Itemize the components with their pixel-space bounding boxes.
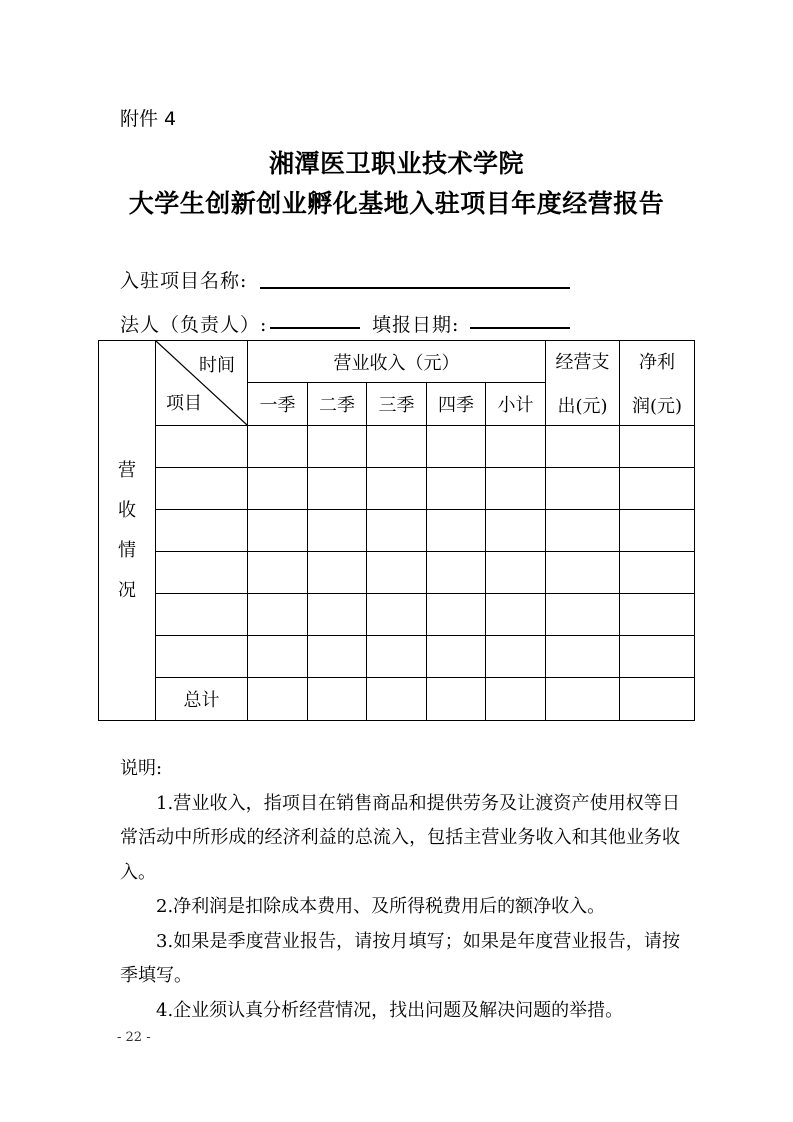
table-cell[interactable] — [427, 510, 486, 552]
table-cell[interactable] — [486, 552, 546, 594]
item-cell[interactable] — [156, 636, 248, 678]
table-cell[interactable] — [620, 510, 695, 552]
side-char: 况 — [118, 579, 136, 601]
side-char: 营 — [118, 459, 136, 481]
header-time: 时间 — [199, 355, 235, 376]
side-char: 收 — [118, 499, 136, 521]
quarter-2-header: 二季 — [308, 383, 367, 426]
table-row — [99, 510, 695, 552]
quarter-3-header: 三季 — [367, 383, 427, 426]
table-cell[interactable] — [427, 636, 486, 678]
legal-person-field[interactable] — [270, 327, 360, 329]
table-cell[interactable] — [486, 594, 546, 636]
total-row — [99, 678, 695, 721]
table-cell[interactable] — [620, 636, 695, 678]
table-cell[interactable] — [486, 678, 546, 721]
table-cell[interactable] — [427, 468, 486, 510]
note-item-4: 4.企业须认真分析经营情况，找出问题及解决问题的举措。 — [156, 999, 624, 1021]
table-header-row-1 — [99, 341, 695, 383]
fill-date-label: 填报日期: — [372, 314, 460, 336]
table-cell[interactable] — [248, 594, 308, 636]
note-item-3: 3.如果是季度营业报告，请按月填写；如果是年度营业报告，请按季填写。 — [120, 930, 680, 986]
table-cell[interactable] — [620, 678, 695, 721]
notes-section — [120, 752, 680, 1028]
table-cell[interactable] — [546, 510, 620, 552]
profit-header — [620, 341, 695, 426]
table-cell[interactable] — [486, 636, 546, 678]
table-cell[interactable] — [486, 468, 546, 510]
table-row — [99, 594, 695, 636]
table-cell[interactable] — [546, 426, 620, 468]
table-cell[interactable] — [546, 678, 620, 721]
table-cell[interactable] — [620, 594, 695, 636]
table-cell[interactable] — [367, 636, 427, 678]
table-cell[interactable] — [248, 510, 308, 552]
item-cell[interactable] — [156, 510, 248, 552]
table-cell[interactable] — [427, 552, 486, 594]
table-row — [99, 468, 695, 510]
table-cell[interactable] — [427, 594, 486, 636]
total-label: 总计 — [156, 678, 248, 721]
profit-header-line1: 净利 — [639, 352, 676, 373]
page-number: - 22 - — [117, 1030, 151, 1045]
table-row — [99, 636, 695, 678]
table-row — [99, 552, 695, 594]
table-cell[interactable] — [367, 678, 427, 721]
table-cell[interactable] — [367, 468, 427, 510]
notes-title: 说明: — [120, 758, 163, 779]
item-cell[interactable] — [156, 552, 248, 594]
item-cell[interactable] — [156, 426, 248, 468]
side-char: 情 — [118, 539, 136, 561]
table-cell[interactable] — [308, 552, 367, 594]
project-name-label: 入驻项目名称: — [120, 270, 248, 292]
table-cell[interactable] — [367, 594, 427, 636]
table-cell[interactable] — [248, 552, 308, 594]
table-cell[interactable] — [427, 678, 486, 721]
table-cell[interactable] — [248, 636, 308, 678]
note-item-2: 2.净利润是扣除成本费用、及所得税费用后的额净收入。 — [156, 896, 606, 917]
legal-person-label: 法人（负责人）: — [120, 314, 268, 336]
table-cell[interactable] — [367, 426, 427, 468]
table-cell[interactable] — [367, 552, 427, 594]
table-cell[interactable] — [367, 510, 427, 552]
revenue-report-table — [98, 340, 695, 721]
table-cell[interactable] — [427, 426, 486, 468]
table-cell[interactable] — [486, 510, 546, 552]
profit-header-line2: 润(元) — [632, 396, 683, 417]
quarter-4-header: 四季 — [427, 383, 486, 426]
table-row — [99, 426, 695, 468]
table-cell[interactable] — [308, 678, 367, 721]
project-name-field[interactable] — [260, 287, 570, 289]
table-cell[interactable] — [308, 594, 367, 636]
expense-header-line2: 出(元) — [557, 396, 608, 417]
table-cell[interactable] — [546, 552, 620, 594]
expense-header — [546, 341, 620, 426]
table-cell[interactable] — [546, 594, 620, 636]
table-cell[interactable] — [620, 552, 695, 594]
table-cell[interactable] — [308, 510, 367, 552]
table-cell[interactable] — [308, 468, 367, 510]
table-cell[interactable] — [546, 468, 620, 510]
table-cell[interactable] — [308, 636, 367, 678]
revenue-header: 营业收入（元） — [248, 341, 546, 383]
item-cell[interactable] — [156, 594, 248, 636]
table-cell[interactable] — [486, 426, 546, 468]
table-cell[interactable] — [546, 636, 620, 678]
table-cell[interactable] — [308, 426, 367, 468]
expense-header-line1: 经营支 — [555, 352, 610, 373]
subtotal-header: 小计 — [486, 383, 546, 426]
header-item: 项目 — [166, 393, 202, 414]
table-cell[interactable] — [248, 426, 308, 468]
table-cell[interactable] — [620, 468, 695, 510]
note-item-1: 1.营业收入，指项目在销售商品和提供劳务及让渡资产使用权等日常活动中所形成的经济利益的总流入，包括主营业务收入和其他业务收入。 — [120, 792, 680, 883]
fill-date-field[interactable] — [470, 327, 570, 329]
attachment-label: 附件 4 — [120, 108, 177, 130]
side-label-cell — [99, 341, 156, 721]
table-cell[interactable] — [248, 678, 308, 721]
item-cell[interactable] — [156, 468, 248, 510]
quarter-1-header: 一季 — [248, 383, 308, 426]
diagonal-header-cell — [156, 341, 248, 426]
document-title-report: 大学生创新创业孵化基地入驻项目年度经营报告 — [128, 189, 665, 218]
table-cell[interactable] — [248, 468, 308, 510]
table-cell[interactable] — [620, 426, 695, 468]
document-title-institution: 湘潭医卫职业技术学院 — [268, 149, 524, 178]
